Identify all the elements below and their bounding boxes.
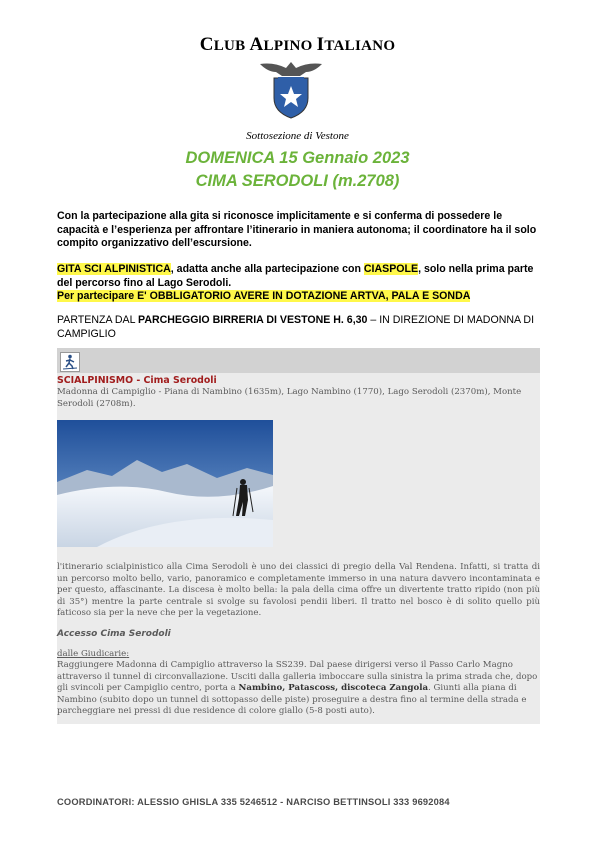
ciaspole-label: CIASPOLE — [363, 263, 419, 275]
tour-type-block: GITA SCI ALPINISTICA, adatta anche alla partecipazione con CIASPOLE, solo nella prima parte del percorso fino al Lago Serodoli. Per partecipare E' OBBLIGATORIO AVERE IN DOTAZIONE ARTVA, PALA E SONDA — [57, 263, 534, 302]
access-destinations: Nambino, Patascoss, discoteca Zangola — [238, 683, 429, 693]
access-directions: Raggiungere Madonna di Campiglio attraverso la SS239. Dal paese dirigersi verso il Passo Carlo Magno attraverso il tunnel di circonvallazione. Usciti dalla galleria imboccare sulla sinistra la prima strada che, dopo gli svincoli per Campiglio centro, porta a Nambino, Patascoss, discoteca Zangola. Giunti alla piana di Nambino (subito dopo un tunnel di sottopasso delle piste) proseguire a destra fino al termine della strada e parcheggiare nei pressi di due residence di colore giallo (5-8 posti auto). — [57, 660, 538, 716]
ski-mountaineering-photo — [57, 420, 273, 547]
departure-info: PARTENZA DAL PARCHEGGIO BIRRERIA DI VESTONE H. 6,30 – IN DIREZIONE DI MADONNA DI CAMPIGLIO — [57, 314, 535, 340]
route-panel-header — [57, 348, 540, 373]
cai-logo-icon — [256, 58, 326, 120]
org-title: CLUB ALPINO ITALIANO — [199, 34, 396, 55]
coordinators-line: COORDINATORI: ALESSIO GHISLA 335 5246512 - NARCISO BETTINSOLI 333 9692084 — [57, 797, 450, 807]
subsection-label: Sottosezione di Vestone — [246, 130, 349, 142]
route-description: l'itinerario scialpinistico alla Cima Serodoli è uno dei classici di pregio della Val Rendena. Infatti, si tratta di un percorso molto bello, vario, panoramico e completamente immerso in una natura davvero incontaminata e per questo, affascinante. La discesa è molto bella: la pala della cima offre un divertente tratto ripido (non più di 35°) mentre la parte centrale si svolge su favolosi pendii liberi. Il tratto nel bosco è di solito quello più faticoso sia per la neve che per la vegetazione. — [57, 562, 540, 618]
tour-type-label: GITA SCI ALPINISTICA — [57, 263, 171, 275]
access-heading: Accesso Cima Serodoli — [57, 629, 171, 639]
event-date: DOMENICA 15 Gennaio 2023 — [185, 149, 410, 167]
access-subheading: dalle Giudicarie: — [57, 649, 130, 659]
event-peak: CIMA SERODOLI (m.2708) — [195, 172, 400, 190]
disclaimer-text: Con la partecipazione alla gita si riconosce implicitamente e si conferma di possedere le capacità e l’esperienza per affrontare l’itinerario in maniera autonoma; il coordinatore ha il solo compito organizzativo dell’escursione. — [57, 210, 537, 249]
access-subheading-colon: : — [126, 649, 130, 659]
mandatory-equipment: Per partecipare E' OBBLIGATORIO AVERE IN DOTAZIONE ARTVA, PALA E SONDA — [57, 290, 471, 302]
ski-touring-icon — [60, 352, 80, 372]
route-title: SCIALPINISMO - Cima Serodoli — [57, 375, 217, 386]
route-waypoints: Madonna di Campiglio - Piana di Nambino (1635m), Lago Nambino (1770), Lago Serodoli (2370m), Monte Serodoli (2708m). — [57, 387, 522, 409]
departure-place: PARCHEGGIO BIRRERIA DI VESTONE H. 6,30 — [138, 314, 368, 326]
